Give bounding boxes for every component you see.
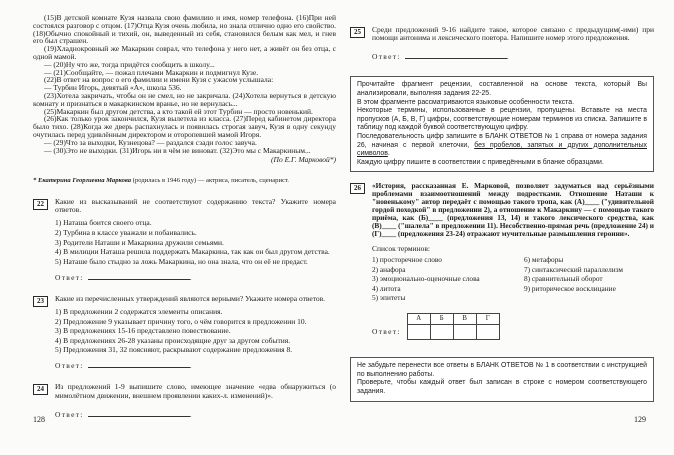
question-23-prompt: Какие из перечисленных утверждений являются верными? Укажите номера ответов. bbox=[55, 293, 326, 303]
answer-grid-header-cell: В bbox=[453, 314, 476, 325]
passage-paragraph: (23)Хотела закричать, чтобы он не смел, но не закричала. (24)Хотела вернуться в детскую комнату и признаться в макаркинском вранье, но не вернулась... bbox=[33, 90, 336, 108]
page-left bbox=[33, 14, 336, 419]
question-25-number-box: 25 bbox=[350, 27, 365, 38]
answer-grid-header-cell: А bbox=[407, 314, 430, 325]
page-number-right: 129 bbox=[634, 415, 646, 424]
answer-grid-header-cell: Б bbox=[430, 314, 453, 325]
option-line: 2) Турбина в классе уважали и побаивались. bbox=[55, 227, 197, 237]
term-item: 2) анафора bbox=[372, 264, 406, 274]
answer-grid-input-row bbox=[407, 325, 499, 340]
notice-paragraph: Проверьте, чтобы каждый ответ был записан в строке с номером соответствующего задания. bbox=[357, 379, 647, 396]
term-item: 9) риторическое восклицание bbox=[524, 283, 616, 293]
question-23 bbox=[33, 295, 336, 371]
question-26-answer-row bbox=[372, 313, 654, 340]
passage-paragraph: (26)Как только урок закончился, Кузя вылетела из класса. (27)Перед кабинетом директора было тихо. (28)Когда же дверь распахнулась и появилась строгая завуч, Кузя в одну секунду очутилась перед удивлённым директором и оторопевшей мамой Игоря. bbox=[33, 114, 336, 139]
review-instruction-box bbox=[350, 76, 654, 172]
term-item: 4) литота bbox=[372, 283, 401, 293]
passage-paragraph: (19)Хладнокровный же Макаркин соврал, что телефона у него нет, а живёт он без отца, с одной мамой. bbox=[33, 44, 336, 61]
question-25-answer-row: Ответ: . bbox=[372, 52, 509, 62]
passage-paragraph: — (21)Сообщайте, — пожал плечами Макаркин и подмигнул Кузе. bbox=[44, 67, 259, 77]
question-25 bbox=[350, 26, 654, 61]
question-26-review-text: «История, рассказанная Е. Марковой, позволяет задуматься над серьёзными проблемами взаимоотношений между подростками. Отношение Наташи к "новенькому" автор передаёт с помощью такого тропа, как (А)____ ("удивительной гордой походкой" в предложении 2), а отношение к Макаркину — с помощью такого приёма, как (Б)____ (предложения 13, 14) и такого лексического средства, как (В)____ ("шалела" в предложении 11). Несобственно-прямая речь (предложение 24) и (Г)____ (предложения 23-24) отражают мучительные размышления героини». bbox=[372, 181, 654, 239]
option-line: 2) Предложение 9 указывает причину того, о чём говорится в предложении 10. bbox=[55, 316, 307, 326]
passage-paragraph: (15)В детской комнате Кузя назвала свою фамилию и имя, номер телефона. (16)При ней состоялся разговор с отцом. (17)Отца Кузя очень любила, но знала отлично одно его свойство. (18)Обычно спокойный и тихий, он, выведенный из себя, становился белым как мел, и гнев его был страшен. bbox=[33, 13, 336, 46]
passage-paragraph: (22)В ответ на вопрос о его фамилии и имени Кузя с ужасом услышала: bbox=[44, 75, 274, 85]
question-23-body bbox=[55, 295, 336, 371]
terms-column-1 bbox=[372, 256, 524, 303]
term-item: 5) эпитеты bbox=[372, 292, 406, 302]
transfer-answers-notice-box bbox=[350, 357, 654, 401]
question-24 bbox=[33, 383, 336, 418]
instruction-paragraph: Каждую цифру пишите в соответствии с приведёнными в бланке образцами. bbox=[357, 158, 604, 166]
answer-label: Ответ: bbox=[55, 272, 84, 282]
instruction-text: Последовательность цифр запишите в БЛАНК ОТВЕТОВ № 1 справа от номера задания 26, начиная с первой клеточки, bbox=[357, 132, 647, 149]
answer-label: Ответ: bbox=[55, 361, 84, 371]
passage-paragraph: — (20)Ну что же, тогда придётся сообщить в школу... bbox=[44, 59, 215, 69]
notice-paragraph: Не забудьте перенести все ответы в БЛАНК ОТВЕТОВ № 1 в соответствии с инструкцией по выполнению работы. bbox=[357, 362, 647, 378]
term-item: 7) синтаксический параллелизм bbox=[524, 264, 624, 274]
answer-label: Ответ: bbox=[372, 327, 401, 337]
reading-passage bbox=[33, 14, 336, 154]
answer-grid-header-cell: Г bbox=[476, 314, 499, 325]
option-line: 1) В предложении 2 содержатся элементы описания. bbox=[55, 306, 223, 316]
question-22 bbox=[33, 198, 336, 282]
answer-blank-line bbox=[88, 360, 190, 368]
option-line: 5) Предложения 31, 32 поясняют, раскрывают содержание предложения 8. bbox=[55, 345, 293, 355]
question-23-number-box: 23 bbox=[33, 296, 48, 307]
question-24-answer-row: Ответ: . bbox=[55, 409, 192, 419]
instruction-paragraph: Некоторые термины, использованные в рецензии, пропущены. Вставьте на места пропусков (А, Б, В, Г) цифры, соответствующие номерам терминов из списка. Запишите в таблицу под каждой буквой соответствующую цифру. bbox=[357, 107, 647, 132]
passage-paragraph: (25)Макаркин был другом детства, а кто такой ей этот Турбин — просто новенький. bbox=[44, 106, 313, 116]
question-23-answer-row: Ответ: . bbox=[55, 361, 192, 371]
question-23-options bbox=[55, 308, 336, 354]
passage-attribution: (По Е.Г. Марковой*) bbox=[271, 155, 336, 165]
footnote-author-bio: (родилась в 1946 году) — актриса, писатель, сценарист. bbox=[131, 177, 289, 185]
term-item: 8) сравнительный оборот bbox=[524, 274, 603, 284]
term-item: 3) эмоционально-оценочные слова bbox=[372, 274, 480, 284]
answer-label: Ответ: bbox=[55, 409, 84, 419]
question-22-options bbox=[55, 219, 336, 265]
term-item: 6) метафоры bbox=[524, 255, 564, 265]
instruction-paragraph bbox=[357, 133, 647, 159]
answer-grid-empty-cell bbox=[407, 325, 430, 340]
option-line: 3) Родители Наташи и Макаркина дружили семьями. bbox=[55, 237, 224, 247]
instruction-paragraph: В этом фрагменте рассматриваются языковые особенности текста. bbox=[357, 98, 574, 106]
terms-list-title: Список терминов: bbox=[372, 244, 431, 254]
option-line: 3) В предложениях 15-16 представлено повествование. bbox=[55, 326, 231, 336]
answer-label: Ответ: bbox=[372, 52, 401, 62]
question-22-number-box: 22 bbox=[33, 199, 48, 210]
option-line: 1) Наташа боится своего отца. bbox=[55, 218, 152, 228]
question-22-body bbox=[55, 198, 336, 282]
answer-blank-line bbox=[88, 409, 190, 417]
question-26-body bbox=[372, 182, 654, 340]
page-number-left: 128 bbox=[33, 415, 45, 424]
question-24-body bbox=[55, 383, 336, 418]
option-line: 4) В милиции Наташа решила поддержать Макаркина, так как он был другом детства. bbox=[55, 247, 330, 257]
passage-paragraph: — (29)Что за выходки, Кузнецова? — раздался сзади голос завуча. bbox=[44, 137, 257, 147]
question-24-prompt: Из предложений 1-9 выпишите слово, имеющее значение «едва обнаружиться (о мимолётном движении, внешнем проявлении каких-л. изменений)». bbox=[55, 382, 336, 400]
page-right bbox=[350, 14, 654, 402]
answer-grid-empty-cell bbox=[453, 325, 476, 340]
question-22-answer-row: Ответ: . bbox=[55, 272, 192, 282]
instruction-underlined-text: без пробелов, запятых и других дополнительных символов bbox=[357, 141, 647, 158]
passage-paragraph: — (30)Это не выходки. (31)Игорь ни в чём не виноват. (32)Это мы с Макаркиным... bbox=[44, 145, 311, 155]
terms-column-2 bbox=[524, 256, 654, 303]
instruction-paragraph: Прочитайте фрагмент рецензии, составленной на основе текста, который Вы анализировали, выполняя задания 22-25. bbox=[357, 81, 647, 97]
question-25-prompt: Среди предложений 9-16 найдите такое, которое связано с предыдущим(-ими) при помощи антонима и лексического повтора. Напишите номер этого предложения. bbox=[372, 25, 654, 43]
passage-paragraph: — Турбин Игорь, девятый «А», школа 536. bbox=[44, 83, 182, 93]
question-25-body bbox=[372, 26, 654, 61]
author-footnote bbox=[33, 177, 336, 185]
question-24-number-box: 24 bbox=[33, 384, 48, 395]
question-26-number-box: 26 bbox=[350, 183, 365, 194]
terms-list bbox=[372, 256, 654, 303]
option-line: 4) В предложениях 26-28 указаны происходящие друг за другом события. bbox=[55, 335, 291, 345]
instruction-text: . bbox=[387, 150, 390, 158]
term-item: 1) просторечное слово bbox=[372, 255, 442, 265]
answer-blank-line bbox=[88, 272, 190, 280]
answer-grid-empty-cell bbox=[476, 325, 499, 340]
answer-grid-header-row bbox=[407, 314, 499, 325]
option-line: 5) Наташе было стыдно за ложь Макаркина, но она знала, что он её не предаст. bbox=[55, 256, 308, 266]
answer-grid-empty-cell bbox=[430, 325, 453, 340]
answer-blank-line bbox=[405, 51, 507, 59]
question-22-prompt: Какие из высказываний не соответствуют содержанию текста? Укажите номера ответов. bbox=[55, 196, 336, 215]
footnote-author-name: * Екатерина Георгиевна Маркова bbox=[33, 177, 132, 185]
question-26 bbox=[350, 182, 654, 340]
answer-grid-table bbox=[407, 313, 500, 340]
